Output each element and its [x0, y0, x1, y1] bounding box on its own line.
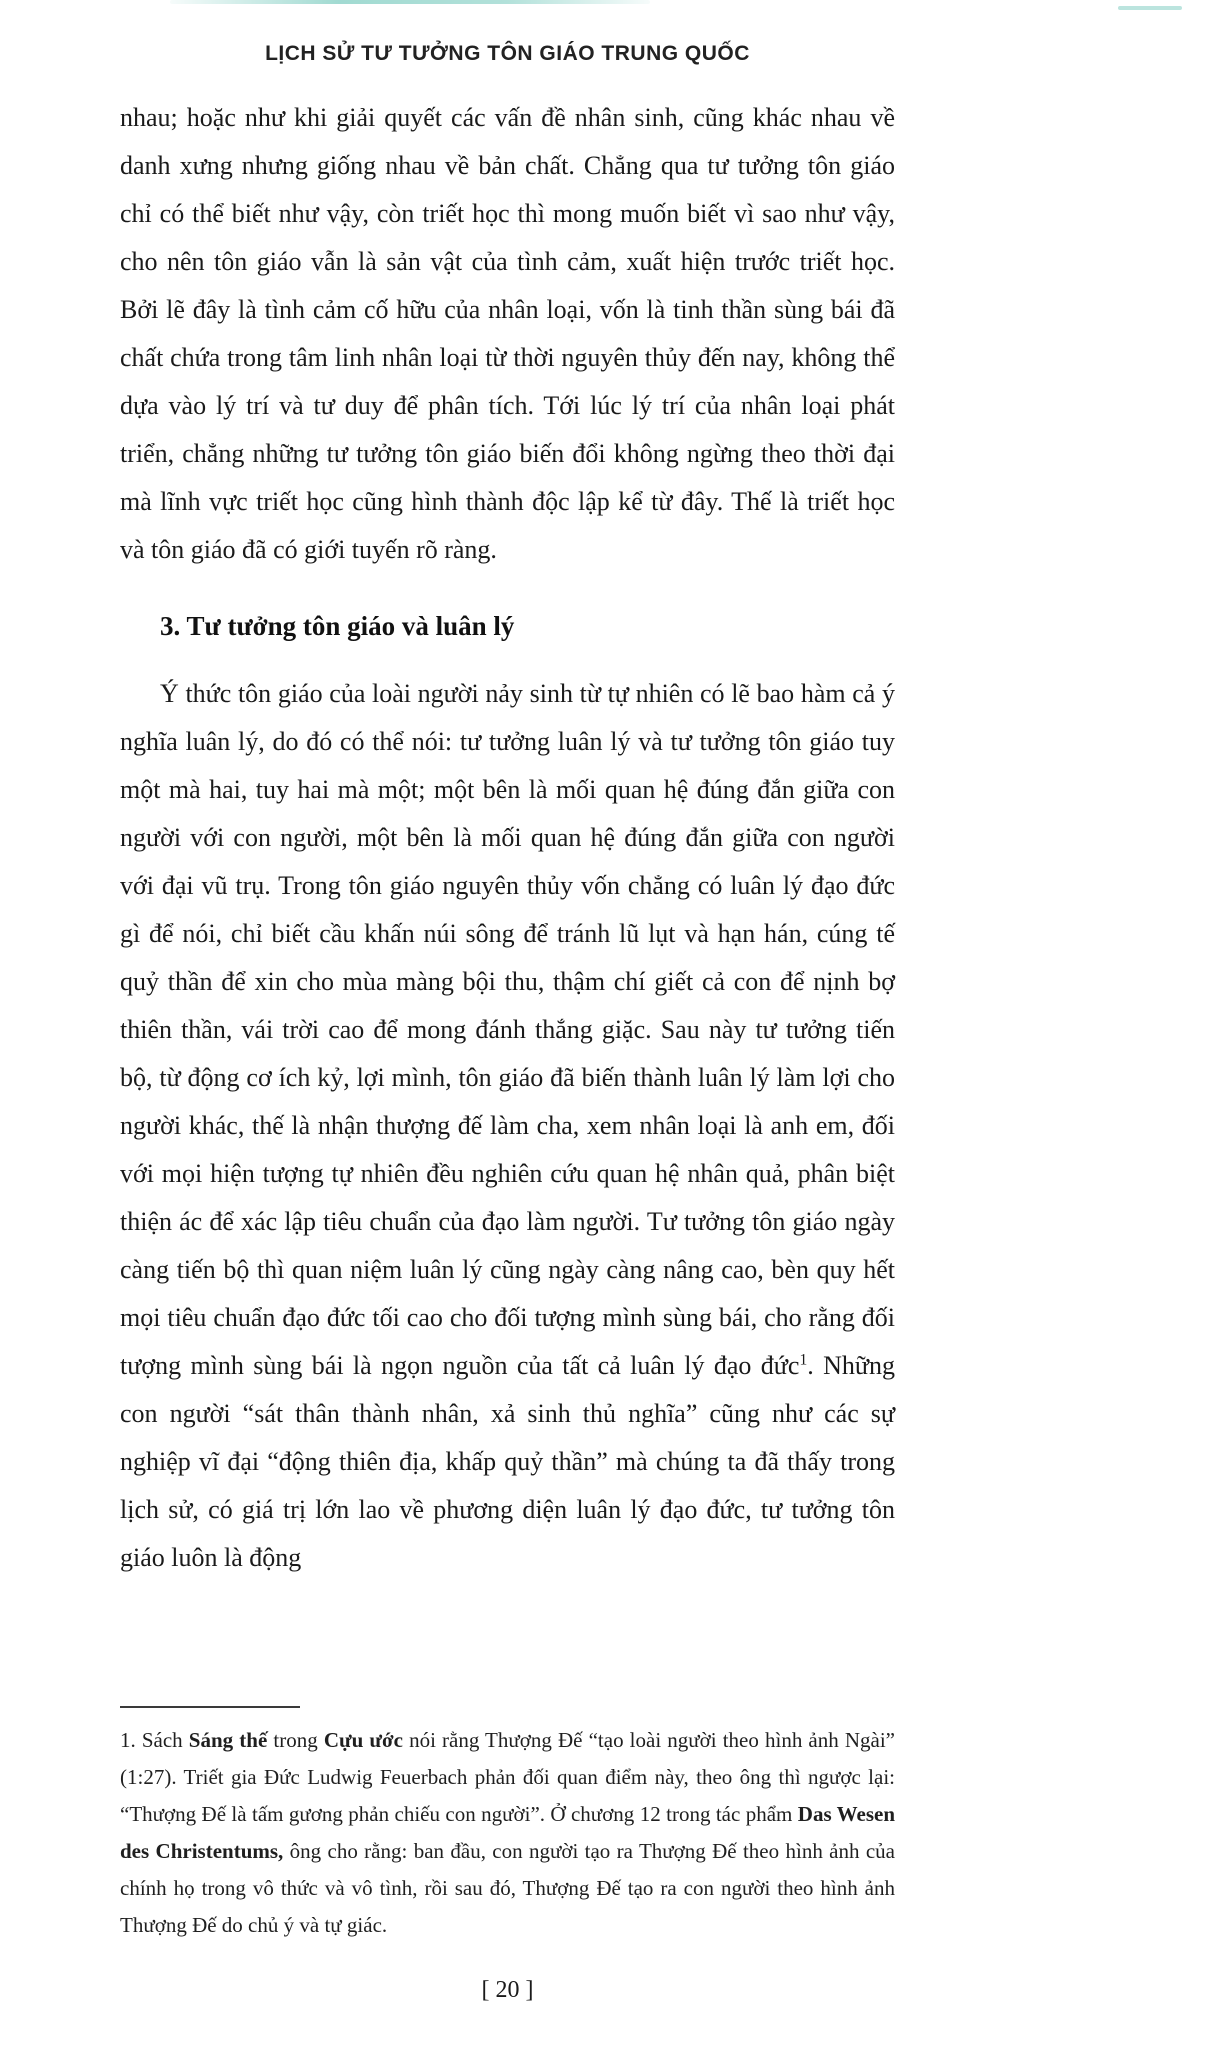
scan-artifact-top-right: [1118, 6, 1182, 10]
text-column: [120, 94, 895, 1582]
scan-artifact-top-edge: [170, 0, 650, 4]
footnote-divider: [120, 1706, 300, 1708]
running-header: LỊCH SỬ TƯ TƯỞNG TÔN GIÁO TRUNG QUỐC: [265, 42, 750, 65]
footnote-text: 1. Sách Sáng thế trong Cựu ước nói rằng Thượng Đế “tạo loài người theo hình ảnh Ngài” (1:27). Triết gia Đức Ludwig Feuerbach phản đối quan điểm này, theo ông thì ngược lại: “Thượng Đế là tấm gương phản chiếu con người”. Ở chương 12 trong tác phẩm Das Wesen des Christentums, ông cho rằng: ban đầu, con người tạo ra Thượng Đế theo hình ảnh của chính họ trong vô thức và vô tình, rồi sau đó, Thượng Đế tạo ra con người theo hình ảnh Thượng Đế do chủ ý và tự giác.: [120, 1728, 896, 1937]
page-number: [ 20 ]: [481, 1977, 534, 2003]
footnote-area: [120, 1706, 895, 1944]
body-paragraph-main: Ý thức tôn giáo của loài người nảy sinh từ tự nhiên có lẽ bao hàm cả ý nghĩa luân lý, do đó có thể nói: tư tưởng luân lý và tư tưởng tôn giáo tuy một mà hai, tuy hai mà một; một bên là mối quan hệ đúng đắn giữa con người với con người, một bên là mối quan hệ đúng đắn giữa con người với đại vũ trụ. Trong tôn giáo nguyên thủy vốn chẳng có luân lý đạo đức gì để nói, chỉ biết cầu khấn núi sông để tránh lũ lụt và hạn hán, cúng tế quỷ thần để xin cho mùa màng bội thu, thậm chí giết cả con để nịnh bợ thiên thần, vái trời cao để mong đánh thắng giặc. Sau này tư tưởng tiến bộ, từ động cơ ích kỷ, lợi mình, tôn giáo đã biến thành luân lý làm lợi cho người khác, thế là nhận thượng đế làm cha, xem nhân loại là anh em, đối với mọi hiện tượng tự nhiên đều nghiên cứu quan hệ nhân quả, phân biệt thiện ác để xác lập tiêu chuẩn của đạo làm người. Tư tưởng tôn giáo ngày càng tiến bộ thì quan niệm luân lý cũng ngày càng nâng cao, bèn quy hết mọi tiêu chuẩn đạo đức tối cao cho đối tượng mình sùng bái, cho rằng đối tượng mình sùng bái là ngọn nguồn của tất cả luân lý đạo đức$^1$. Những con người “sát thân thành nhân, xả sinh thủ nghĩa” cũng như các sự nghiệp vĩ đại “động thiên địa, khấp quỷ thần” mà chúng ta đã thấy trong lịch sử, có giá trị lớn lao về phương diện luân lý đạo đức, tư tưởng tôn giáo luôn là động: [120, 679, 896, 1572]
section-heading: 3. Tư tưởng tôn giáo và luân lý: [160, 611, 515, 641]
body-paragraph-continuation: nhau; hoặc như khi giải quyết các vấn đề nhân sinh, cũng khác nhau về danh xưng nhưng giống nhau về bản chất. Chẳng qua tư tưởng tôn giáo chỉ có thể biết như vậy, còn triết học thì mong muốn biết vì sao như vậy, cho nên tôn giáo vẫn là sản vật của tình cảm, xuất hiện trước triết học. Bởi lẽ đây là tình cảm cố hữu của nhân loại, vốn là tinh thần sùng bái đã chất chứa trong tâm linh nhân loại từ thời nguyên thủy đến nay, không thể dựa vào lý trí và tư duy để phân tích. Tới lúc lý trí của nhân loại phát triển, chẳng những tư tưởng tôn giáo biến đổi không ngừng theo thời đại mà lĩnh vực triết học cũng hình thành độc lập kể từ đây. Thế là triết học và tôn giáo đã có giới tuyến rõ ràng.: [120, 103, 895, 564]
